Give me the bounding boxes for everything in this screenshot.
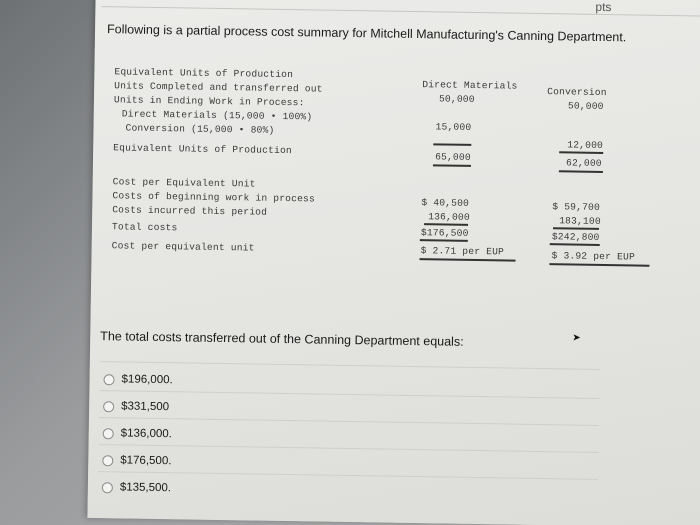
conv-subtotal-rule	[559, 151, 603, 153]
answer-option-5[interactable]	[102, 481, 171, 494]
conv-total-double-rule	[550, 243, 600, 245]
answer-option-label: $331,500	[121, 400, 170, 414]
answer-option-label: $176,500.	[120, 454, 172, 468]
option-divider	[99, 444, 599, 453]
eup-heading: Equivalent Units of Production	[114, 66, 294, 81]
total-conv: $242,800	[551, 231, 600, 243]
begin-dm: $ 40,500	[421, 197, 470, 209]
dm-eup-rule	[433, 164, 471, 166]
incurred-conv: 183,100	[559, 215, 601, 227]
conv-cost-rule	[549, 263, 649, 266]
dm-cost-rule	[419, 258, 515, 261]
cost-per-conv: $ 3.92 per EUP	[551, 250, 636, 263]
col-conversion: Conversion	[547, 86, 607, 99]
row-ending-label: Units in Ending Work in Process:	[113, 94, 305, 109]
incurred-dm: 136,000	[428, 211, 470, 223]
row-beginning-label: Costs of beginning work in process	[112, 190, 316, 205]
row-total-label: Total costs	[111, 221, 178, 234]
answer-option-1[interactable]	[103, 373, 172, 386]
eup-conv: 62,000	[565, 157, 602, 169]
eup-dm: 65,000	[435, 151, 471, 163]
total-dm: $176,500	[420, 227, 469, 239]
conv-eup-rule	[559, 170, 603, 172]
answer-option-4[interactable]	[102, 454, 171, 467]
row-eup-label: Equivalent Units of Production	[113, 142, 292, 157]
points-label: pts	[595, 0, 612, 15]
option-divider	[98, 471, 598, 480]
answer-option-label: $136,000.	[120, 427, 172, 441]
radio-button[interactable]	[103, 374, 114, 385]
radio-button[interactable]	[102, 455, 113, 466]
answer-option-label: $135,500.	[119, 481, 172, 495]
question-panel	[87, 0, 700, 525]
radio-button[interactable]	[103, 428, 114, 439]
completed-conv: 50,000	[567, 100, 604, 112]
radio-button[interactable]	[102, 482, 113, 493]
begin-conv: $ 59,700	[552, 201, 601, 213]
option-divider	[99, 417, 599, 426]
completed-dm: 50,000	[438, 93, 475, 105]
cost-per-dm: $ 2.71 per EUP	[420, 245, 505, 258]
radio-button[interactable]	[103, 401, 114, 412]
answer-option-2[interactable]	[103, 400, 169, 413]
mouse-cursor-icon: ➤	[572, 332, 581, 344]
row-conv-calc-label: Conversion (15,000 • 80%)	[125, 122, 275, 136]
question-prompt: The total costs transferred out of the Canning Department equals:	[100, 329, 464, 349]
question-intro: Following is a partial process cost summary for Mitchell Manufacturing's Canning Department.	[106, 22, 627, 45]
answer-option-3[interactable]	[103, 427, 172, 440]
ending-conv: 12,000	[567, 139, 604, 151]
row-completed-label: Units Completed and transferred out	[114, 80, 323, 95]
dm-subtotal-rule	[433, 143, 471, 145]
row-cost-per-label: Cost per equivalent unit	[111, 240, 255, 254]
option-divider	[100, 361, 600, 370]
cost-summary-table	[111, 66, 674, 275]
row-incurred-label: Costs incurred this period	[112, 204, 268, 218]
answer-option-label: $196,000.	[121, 373, 173, 387]
ending-dm: 15,000	[435, 121, 472, 133]
row-dm-calc-label: Direct Materials (15,000 • 100%)	[121, 108, 313, 123]
dm-total-double-rule	[420, 239, 468, 241]
col-direct-materials: Direct Materials	[422, 79, 518, 92]
conv-total-rule	[553, 227, 599, 229]
dm-total-rule	[424, 223, 468, 225]
cost-heading: Cost per Equivalent Unit	[112, 176, 256, 190]
option-divider	[99, 390, 599, 399]
